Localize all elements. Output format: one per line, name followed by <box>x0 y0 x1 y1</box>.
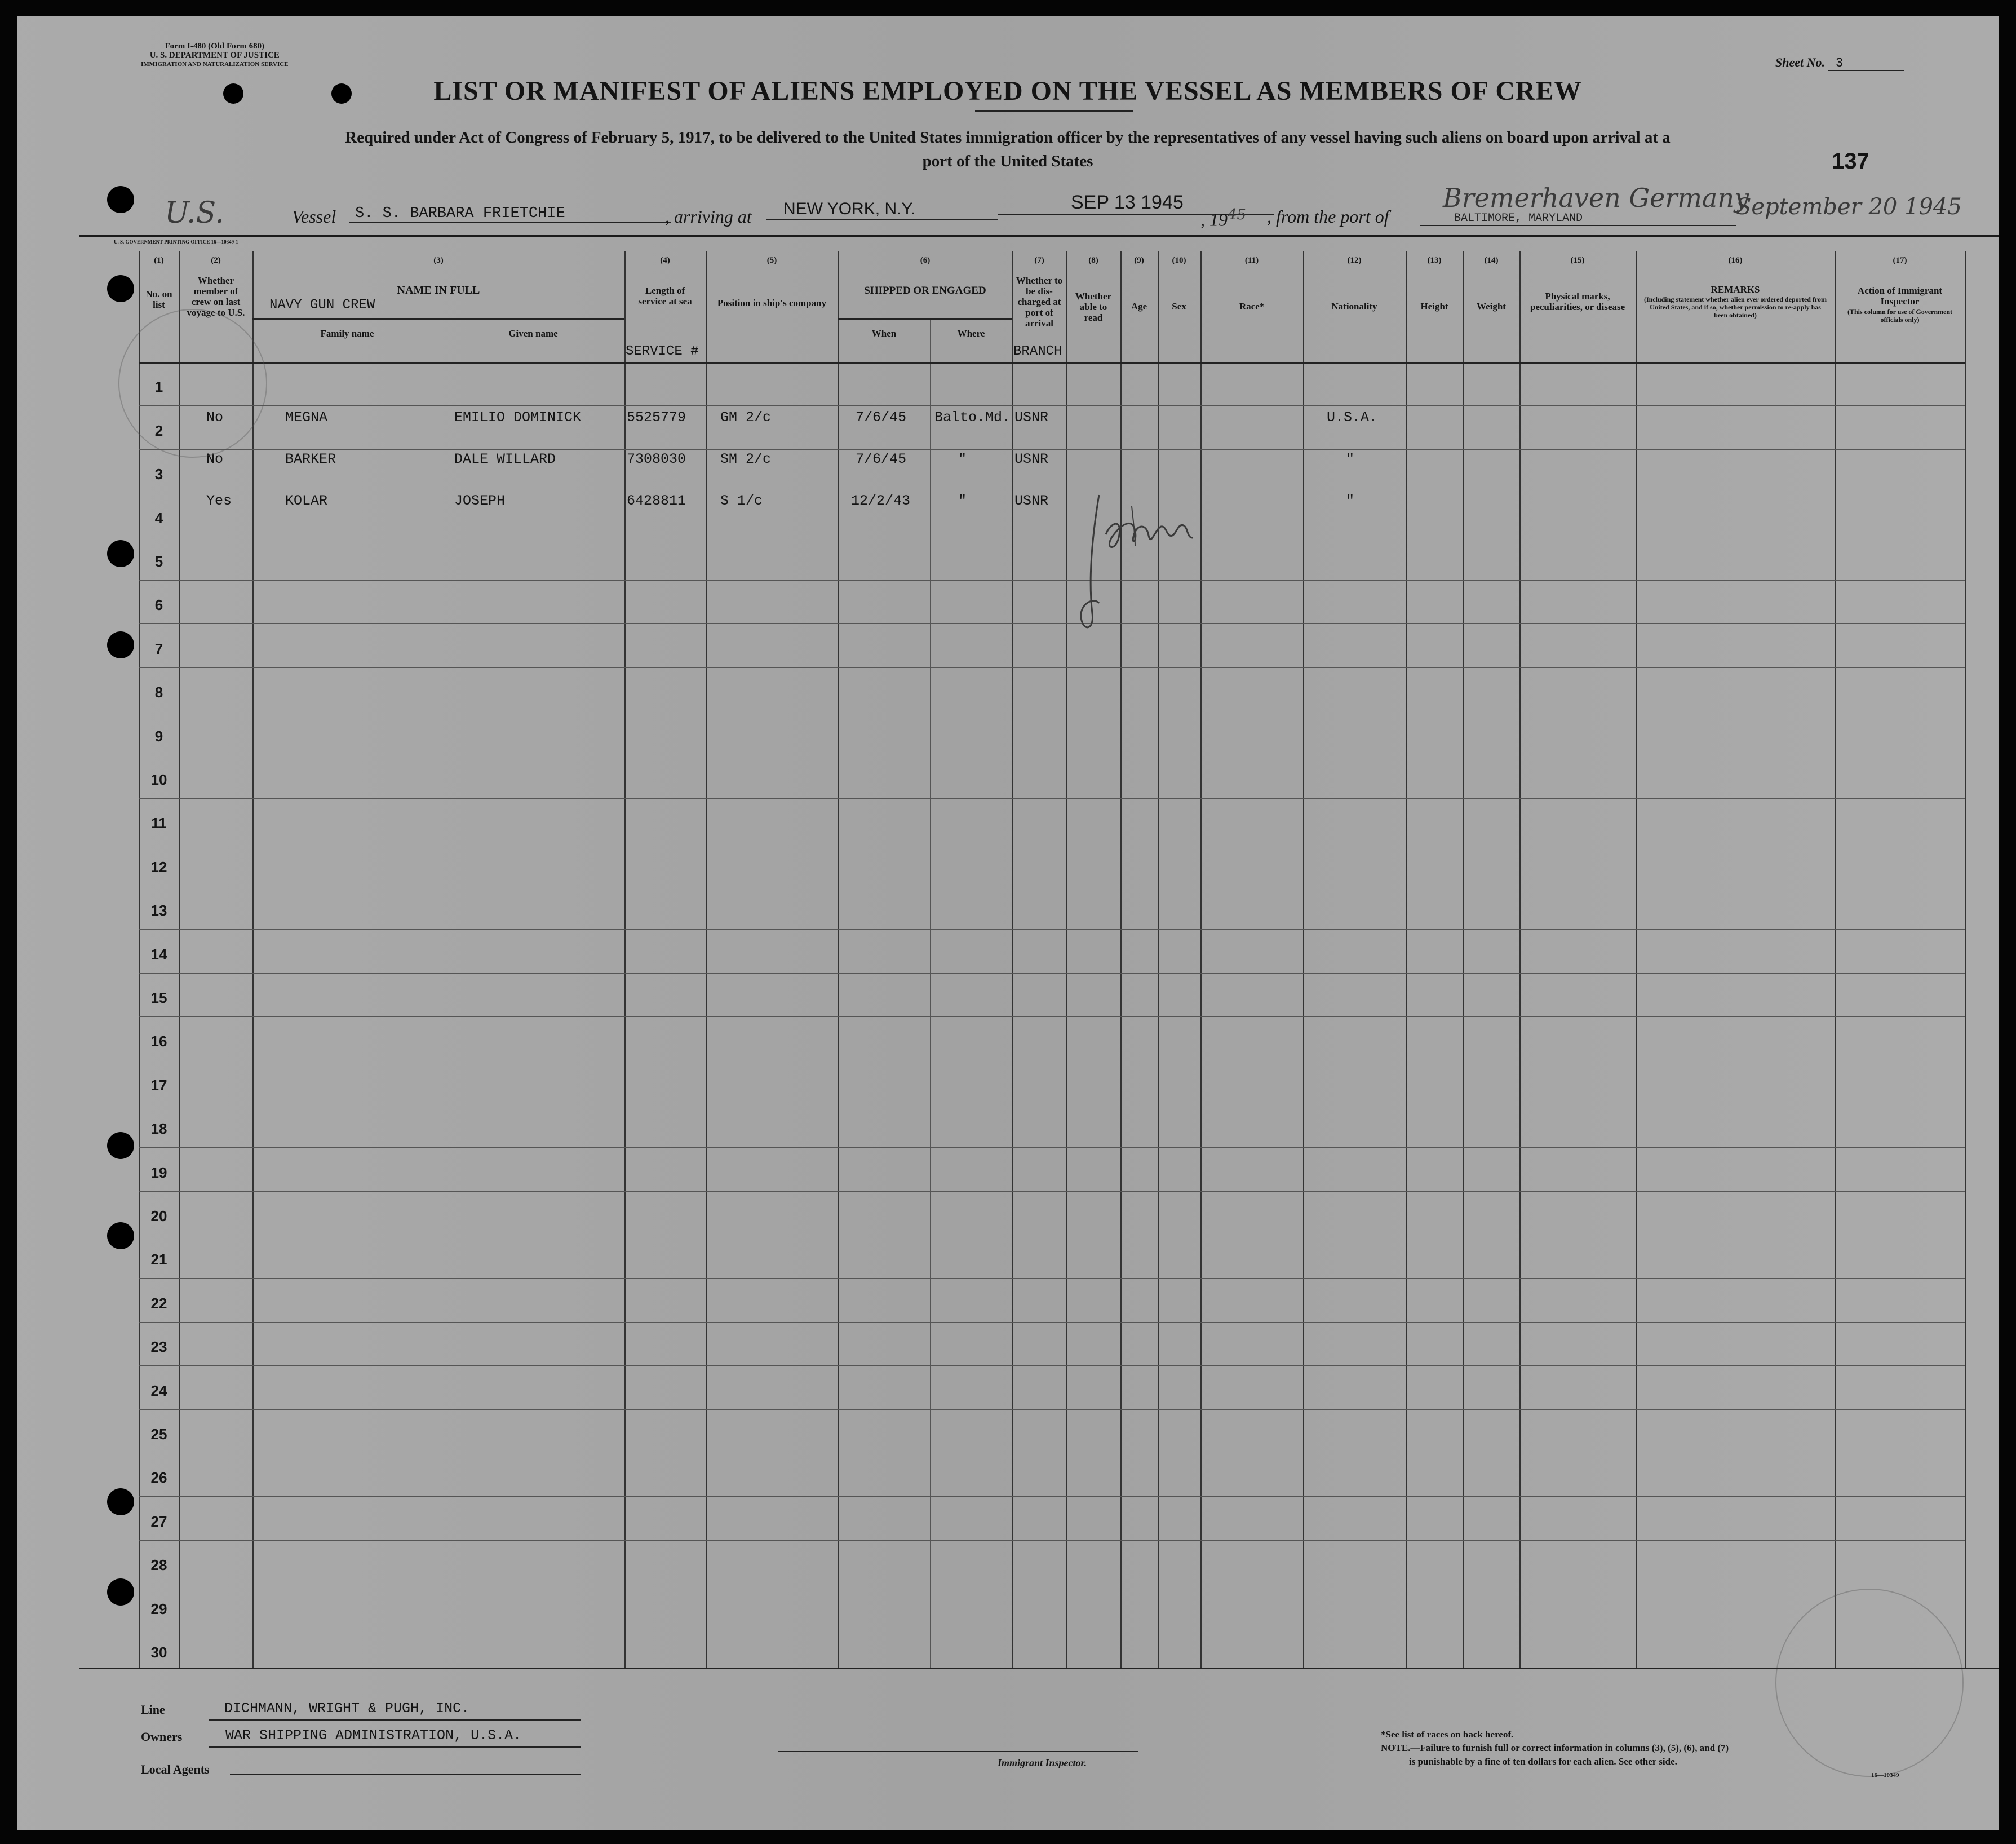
header-sub-rule <box>838 318 1012 320</box>
heading-age: Age <box>1131 301 1147 312</box>
line-label: Line <box>141 1703 165 1717</box>
manifest-sheet <box>17 16 1999 1830</box>
member-cell: No <box>206 451 224 467</box>
row-line <box>139 667 1965 668</box>
row-number: 30 <box>150 1644 167 1661</box>
nationality-cell: " <box>1346 493 1355 509</box>
branch-cell: USNR <box>1014 493 1049 509</box>
line-value: DICHMANN, WRIGHT & PUGH, INC. <box>224 1700 470 1717</box>
row-line <box>139 929 1965 930</box>
header-bottom-rule <box>139 362 1965 364</box>
row-line <box>139 623 1965 624</box>
line-field <box>209 1719 581 1721</box>
column-border <box>179 251 180 1668</box>
subtitle-line-2: port of the United States <box>922 152 1093 170</box>
column-border <box>1463 251 1464 1668</box>
owners-label: Owners <box>141 1730 183 1744</box>
row-number: 5 <box>154 553 163 570</box>
column-number: (10) <box>1172 256 1186 265</box>
heading-shipped-or-engaged: SHIPPED OR ENGAGED <box>864 285 986 297</box>
column-border <box>1406 251 1407 1668</box>
from-port-label: , from the port of <box>1267 206 1389 227</box>
row-line <box>139 1147 1965 1148</box>
heading-physical-marks: Physical marks, peculiarities, or disease <box>1530 291 1625 312</box>
heading-name-in-full: NAME IN FULL <box>397 284 480 297</box>
row-number: 26 <box>150 1469 167 1487</box>
embossed-seal <box>1775 1589 1964 1777</box>
punch-hole <box>107 540 134 567</box>
branch-typed: BRANCH <box>1013 344 1062 359</box>
column-border <box>1835 251 1836 1668</box>
service-number-cell: 6428811 <box>627 493 686 509</box>
punch-hole <box>107 186 134 213</box>
column-border <box>1012 251 1013 1668</box>
row-line <box>139 1016 1965 1017</box>
column-number: (2) <box>211 256 221 265</box>
row-line <box>139 1540 1965 1541</box>
local-agents-field <box>230 1774 581 1775</box>
from-port-handwritten: Bremerhaven Germany <box>1443 183 1749 213</box>
heading-family-name: Family name <box>320 328 374 339</box>
punch-hole <box>107 275 134 302</box>
row-number: 21 <box>150 1251 167 1268</box>
heading-nationality: Nationality <box>1331 301 1377 312</box>
crew-group-typed: NAVY GUN CREW <box>269 298 375 313</box>
heading-able-to-read: Whether able to read <box>1075 291 1112 323</box>
column-border <box>1965 251 1966 1668</box>
where-cell: " <box>958 451 967 467</box>
row-number: 24 <box>150 1382 167 1399</box>
column-number: (7) <box>1034 256 1044 265</box>
row-line <box>139 1278 1965 1279</box>
member-cell: No <box>206 409 224 426</box>
column-border <box>838 251 839 1668</box>
column-number: (5) <box>766 256 777 265</box>
vessel-label: Vessel <box>292 206 336 227</box>
row-number: 4 <box>154 509 163 527</box>
row-number: 20 <box>150 1208 167 1224</box>
column-number: (17) <box>1893 256 1907 265</box>
column-number: (13) <box>1427 256 1442 265</box>
vessel-name: S. S. BARBARA FRIETCHIE <box>349 205 671 223</box>
column-border <box>624 251 626 1668</box>
column-number: (11) <box>1244 256 1259 265</box>
owners-field <box>209 1746 581 1748</box>
heading-length-of-service: Length of service at sea <box>638 285 692 307</box>
when-cell: 12/2/43 <box>851 493 911 509</box>
subtitle-line-1: Required under Act of Congress of February 5, 1917, to be delivered to the United States immigration officer by the representatives of any vessel having such aliens on board upon arrival at a <box>345 129 1671 147</box>
fine-note: is punishable by a fine of ten dollars for each alien. See other side. <box>1409 1756 1677 1767</box>
inspector-signature <box>1076 484 1223 642</box>
column-border <box>1636 251 1637 1668</box>
heading-position: Position in ship's company <box>717 298 827 308</box>
header-rule <box>79 235 1999 237</box>
column-border <box>1200 251 1202 1668</box>
heading-race: Race* <box>1239 301 1265 312</box>
when-cell: 7/6/45 <box>856 451 907 467</box>
nationality-cell: " <box>1346 451 1355 467</box>
where-cell: Balto.Md. <box>934 409 1011 426</box>
row-number: 3 <box>154 466 163 483</box>
form-identifier: Form I-480 (Old Form 680) U. S. DEPARTMENT OF JUSTICE IMMIGRATION AND NATURALIZATION SERVICE <box>141 42 289 68</box>
heading-whether-discharged: Whether to be dis-charged at port of arrival <box>1016 275 1063 329</box>
heading-action-note: (This column for use of Government officials only) <box>1847 308 1953 324</box>
arriving-label: , arriving at <box>665 206 752 227</box>
local-agents-label: Local Agents <box>141 1762 210 1776</box>
column-number: (4) <box>660 256 670 265</box>
row-number: 15 <box>150 989 167 1006</box>
title-rule <box>975 110 1133 112</box>
row-line <box>139 405 1965 406</box>
branch-cell: USNR <box>1014 409 1049 426</box>
heading-given-name: Given name <box>508 328 558 339</box>
row-number: 27 <box>150 1513 167 1530</box>
heading-whether-member: Whether member of crew on last voyage to U.S. <box>187 275 245 318</box>
row-number: 28 <box>150 1556 167 1574</box>
column-number: (15) <box>1570 256 1585 265</box>
row-number: 13 <box>150 902 167 919</box>
family-name-cell: KOLAR <box>285 493 328 509</box>
row-number: 16 <box>150 1033 167 1050</box>
row-line <box>139 1322 1965 1323</box>
row-number: 7 <box>154 640 163 657</box>
row-line <box>139 1409 1965 1410</box>
row-number: 12 <box>150 858 167 875</box>
punch-hole <box>107 1578 134 1606</box>
inspector-signature-line <box>778 1751 1138 1752</box>
branch-cell: USNR <box>1014 451 1049 467</box>
position-cell: SM 2/c <box>720 451 772 467</box>
row-number: 22 <box>150 1294 167 1312</box>
arrival-date-stamp: SEP 13 1945 <box>998 192 1274 215</box>
row-number: 19 <box>150 1164 167 1181</box>
heading-action-inspector: Action of Immigrant Inspector <box>1857 285 1943 307</box>
nationality-cell: U.S.A. <box>1327 409 1378 426</box>
owners-value: WAR SHIPPING ADMINISTRATION, U.S.A. <box>225 1727 522 1744</box>
sheet-number: Sheet No. 3 <box>1775 55 1904 71</box>
column-number: (9) <box>1134 256 1144 265</box>
column-number: (12) <box>1347 256 1362 265</box>
printing-office-line: U. S. GOVERNMENT PRINTING OFFICE 16—10349-1 <box>114 239 238 245</box>
row-number: 25 <box>150 1426 167 1443</box>
row-line <box>139 449 1965 450</box>
row-number: 18 <box>150 1120 167 1138</box>
service-number-cell: 7308030 <box>627 451 686 467</box>
row-line <box>139 1191 1965 1192</box>
vessel-prefix-handwritten: U.S. <box>165 196 224 230</box>
column-number: (3) <box>433 256 444 265</box>
where-cell: " <box>958 493 967 509</box>
heading-no-on-list: No. on list <box>145 289 172 310</box>
row-line <box>139 1496 1965 1497</box>
row-number: 10 <box>150 771 167 788</box>
row-number: 14 <box>150 945 167 963</box>
heading-remarks: REMARKS <box>1711 284 1760 295</box>
heading-where: Where <box>957 328 985 339</box>
column-border <box>930 318 931 1668</box>
page-title: LIST OR MANIFEST OF ALIENS EMPLOYED ON THE VESSEL AS MEMBERS OF CREW <box>433 76 1582 106</box>
service-number-typed: SERVICE # <box>626 344 699 359</box>
form-code: 16—10349 <box>1871 1772 1899 1779</box>
page-stamp-number: 137 <box>1832 149 1869 174</box>
when-cell: 7/6/45 <box>856 409 907 426</box>
row-number: 2 <box>154 422 163 439</box>
heading-weight: Weight <box>1477 301 1506 312</box>
family-name-cell: MEGNA <box>285 409 328 426</box>
column-border <box>252 251 254 1668</box>
arriving-place: NEW YORK, N.Y. <box>766 200 998 220</box>
row-line <box>139 798 1965 799</box>
punch-hole <box>107 1222 134 1249</box>
footer-rule <box>79 1668 1999 1669</box>
row-number: 1 <box>154 378 163 396</box>
row-number: 11 <box>151 815 167 832</box>
row-number: 9 <box>154 727 163 745</box>
row-line <box>139 973 1965 974</box>
column-number: (14) <box>1484 256 1499 265</box>
member-cell: Yes <box>206 493 232 509</box>
column-border <box>1303 251 1304 1668</box>
column-border <box>706 251 707 1668</box>
sheet-number-value: 3 <box>1828 55 1904 71</box>
column-border <box>1066 251 1067 1668</box>
row-number: 8 <box>154 684 163 701</box>
column-number: (8) <box>1088 256 1098 265</box>
embossed-seal <box>118 309 267 458</box>
column-number: (6) <box>920 256 931 265</box>
service-number-cell: 5525779 <box>627 409 686 426</box>
column-number: (1) <box>154 256 164 265</box>
from-port-typed: BALTIMORE, MARYLAND <box>1420 212 1736 226</box>
immigrant-inspector-label: Immigrant Inspector. <box>998 1757 1087 1768</box>
header-sub-rule <box>252 318 624 320</box>
given-name-cell: JOSEPH <box>454 493 506 509</box>
column-border <box>1519 251 1521 1668</box>
races-note: *See list of races on back hereof. <box>1381 1729 1514 1740</box>
punch-hole <box>107 631 134 658</box>
column-number: (16) <box>1728 256 1743 265</box>
position-cell: S 1/c <box>720 493 763 509</box>
row-number: 23 <box>150 1338 167 1356</box>
given-name-cell: DALE WILLARD <box>454 451 556 467</box>
row-number: 29 <box>150 1600 167 1617</box>
column-border <box>1158 251 1159 1668</box>
row-number: 17 <box>150 1076 167 1094</box>
punch-hole <box>107 1132 134 1159</box>
row-line <box>139 580 1965 581</box>
heading-height: Height <box>1420 301 1448 312</box>
row-line <box>139 1365 1965 1366</box>
punch-hole <box>107 1488 134 1515</box>
failure-note: NOTE.—Failure to furnish full or correct information in columns (3), (5), (6), and (7) <box>1381 1743 1729 1753</box>
departure-date-handwritten: September 20 1945 <box>1736 194 1962 220</box>
heading-when: When <box>871 328 897 339</box>
family-name-cell: BARKER <box>285 451 336 467</box>
year-label: , $19^{45}$ <box>1200 206 1247 230</box>
position-cell: GM 2/c <box>720 409 772 426</box>
row-number: 6 <box>154 596 163 614</box>
heading-remarks-note: (Including statement whether alien ever ordered deported from United States, and if so, whether permission to re-apply has been obtained) <box>1643 295 1827 319</box>
given-name-cell: EMILIO DOMINICK <box>454 409 582 426</box>
column-border <box>1120 251 1122 1668</box>
heading-sex: Sex <box>1172 301 1186 312</box>
